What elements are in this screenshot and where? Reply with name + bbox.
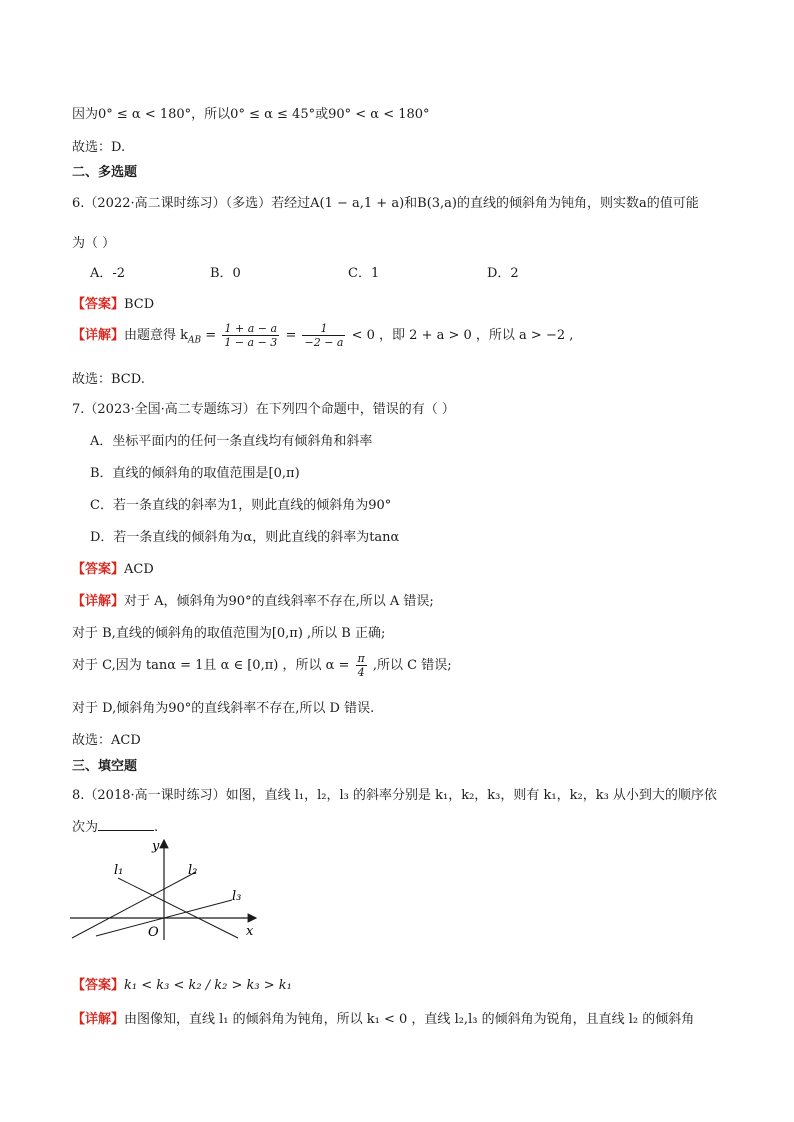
q6-stem-line2: 为（ ）	[72, 236, 116, 251]
label-l1: l₁	[114, 863, 124, 878]
answer-tag: 【答案】	[72, 297, 125, 312]
section-3-title: 三、填空题	[72, 759, 138, 774]
q7-option-c: C．若一条直线的斜率为1，则此直线的倾斜角为90°	[90, 498, 392, 513]
fraction-denominator: 1 − a − 3	[224, 336, 278, 349]
fraction-numerator: 1 + a − a	[222, 322, 279, 336]
q7-detail-c-post: ,所以 C 错误;	[368, 658, 452, 673]
label-origin: O	[148, 925, 159, 940]
q8-stem-line2	[72, 816, 158, 835]
detail-tag: 【详解】	[72, 328, 125, 343]
q8-detail: 由图像知，直线 l₁ 的倾斜角为钝角，所以 k₁ < 0 ，直线 l₂,l₃ 的倾斜角为锐角，且直线 l₂ 的倾斜角	[124, 1012, 695, 1027]
answer-tag: 【答案】	[72, 562, 125, 577]
q8-answer: k₁ < k₃ < k₂ / k₂ > k₃ > k₁	[124, 978, 292, 993]
q6-option-b: B．0	[210, 266, 241, 281]
p5-reason: 因为0° ≤ α < 180°，所以0° ≤ α ≤ 45°或90° < α < 180°	[72, 107, 430, 122]
q6-answer-line	[72, 293, 154, 312]
fraction-numerator: π	[357, 652, 365, 665]
q6-detail-sub: AB	[188, 335, 202, 346]
line-l1	[118, 878, 238, 938]
q7-option-d: D．若一条直线的倾斜角为α，则此直线的斜率为tanα	[90, 530, 400, 545]
q7-answer-line	[72, 558, 154, 577]
detail-tag: 【详解】	[72, 594, 125, 609]
q7-detail-b: 对于 B,直线的倾斜角的取值范围为[0,π) ,所以 B 正确;	[72, 626, 386, 641]
fraction-denominator: −2 − a	[304, 336, 344, 349]
q6-choice: 故选：BCD.	[72, 372, 145, 387]
label-l2: l₂	[188, 863, 198, 878]
q7-detail-c-pre: 对于 C,因为 tanα = 1且 α ∈ [0,π) ，所以 α =	[72, 658, 354, 673]
q7-answer: ACD	[124, 562, 154, 577]
q8-answer-line	[72, 974, 292, 993]
q6-option-a: A．-2	[90, 266, 126, 281]
q7-choice: 故选：ACD	[72, 733, 141, 748]
q7-option-b: B．直线的倾斜角的取值范围是[0,π)	[90, 466, 300, 481]
q6-stem-line1: 6.（2022·高二课时练习）（多选）若经过A(1 − a,1 + a)和B(3,a)的直线的倾斜角为钝角，则实数a的值可能	[72, 196, 699, 211]
q6-detail-pre: 由题意得 k	[124, 328, 189, 343]
section-2-title: 二、多选题	[72, 165, 138, 180]
q6-option-c: C．1	[348, 266, 380, 281]
label-x: x	[246, 924, 254, 939]
q6-detail-post: < 0 ，即 2 + a > 0 ，所以 a > −2 ,	[347, 328, 574, 343]
label-y: y	[152, 839, 160, 854]
q7-detail-d: 对于 D,倾斜角为90°的直线斜率不存在,所以 D 错误.	[72, 701, 375, 716]
q6-option-d: D．2	[487, 266, 519, 281]
answer-blank	[98, 818, 154, 831]
q8-stem-line2-text: 次为	[72, 820, 99, 835]
q8-stem-end: .	[154, 820, 159, 835]
detail-tag: 【详解】	[72, 1012, 125, 1027]
q7-detail-line-c	[72, 652, 452, 679]
q7-fraction-pi-4	[356, 652, 367, 679]
q7-stem: 7.（2023·全国·高二专题练习）在下列四个命题中，错误的有（ ）	[72, 402, 455, 417]
q6-fraction-1	[222, 322, 279, 349]
q8-stem-line1: 8.（2018·高一课时练习）如图，直线 l₁，l₂，l₃ 的斜率分别是 k₁，k₂，k₃，则有 k₁，k₂，k₃ 从小到大的顺序依	[72, 788, 717, 803]
q7-option-a: A．坐标平面内的任何一条直线均有倾斜角和斜率	[90, 434, 373, 449]
q6-detail-eq: =	[201, 328, 221, 343]
q7-detail-line-a	[72, 590, 434, 609]
fraction-numerator: 1	[302, 322, 345, 336]
fraction-denominator: 4	[357, 666, 365, 679]
q6-detail-line: 【详解】由题意得 $k_{AB}$ = $\frac{1 + a - a}{1 - a - 3}$ = $\frac{1}{-2 - a}$ < 0 ，即 2 + a > 0 ，所以 a > −2 ,	[72, 322, 574, 349]
q8-figure	[66, 836, 266, 944]
q6-fraction-2	[302, 322, 345, 349]
q8-detail-line	[72, 1008, 694, 1027]
q6-answer: BCD	[124, 297, 155, 312]
line-l2	[72, 872, 196, 938]
label-l3: l₃	[232, 889, 242, 904]
answer-tag: 【答案】	[72, 978, 125, 993]
p5-choice: 故选：D.	[72, 140, 126, 155]
q7-detail-a: 对于 A，倾斜角为90°的直线斜率不存在,所以 A 错误;	[124, 594, 434, 609]
